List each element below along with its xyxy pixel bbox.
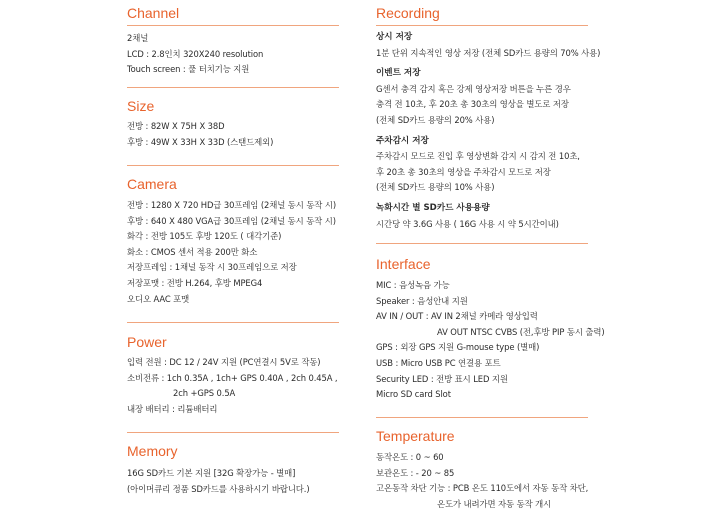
camera-bottom-rule [127,322,339,323]
left-column [127,0,342,524]
size-line: 전방 : 82W X 75H X 38D [127,121,225,131]
channel-line: 2채널 [127,33,149,43]
right-column [376,0,616,524]
temperature-line: 고온동작 차단 기능 : PCB 온도 110도에서 자동 동작 차단, [376,483,589,494]
channel-section [127,5,342,78]
recording-line: 1분 단위 지속적인 영상 저장 (전체 SD카드 용량의 70% 사용) [376,47,601,58]
recording-subheading: 상시 저장 [376,32,413,42]
power-title: Power [127,334,167,350]
interface-line: Micro SD card Slot [376,389,451,400]
recording-line: 시간당 약 3.6G 사용 ( 16G 사용 시 약 5시간이내) [376,218,559,229]
temperature-line: 보관온도 : - 20 ~ 85 [376,467,455,478]
size-title: Size [127,98,155,114]
channel-line: LCD : 2.8인치 320X240 resolution [127,48,264,59]
size-line: 후방 : 49W X 33H X 33D (스탠드제외) [127,136,274,147]
interface-bottom-rule [376,417,588,418]
power-line: 소비전류 : 1ch 0.35A , 1ch+ GPS 0.40A , 2ch 0.45A , [127,372,338,383]
power-line: 2ch +GPS 0.5A [173,388,236,399]
channel-line: Touch screen : 풀 터치기능 지원 [127,64,250,75]
recording-title: Recording [376,5,440,21]
memory-title: Memory [127,443,178,459]
recording-title-rule [376,25,588,26]
recording-block [376,201,616,232]
power-line: 내장 배터리 : 리튬배터리 [127,403,218,414]
channel-title-rule [127,25,339,26]
interface-line: USB : Micro USB PC 연결용 포트 [376,357,501,368]
recording-bottom-rule [376,243,588,244]
interface-section [376,256,616,403]
recording-line: (전체 SD카드 용량의 10% 사용) [376,182,495,193]
power-bottom-rule [127,432,339,433]
recording-section [376,5,616,232]
power-line: 입력 전원 : DC 12 / 24V 지원 (PC연결시 5V로 작동) [127,357,321,367]
camera-line: 저장프레임 : 1채널 동작 시 30프레임으로 저장 [127,262,297,273]
recording-block [376,66,616,128]
camera-line: 화각 : 전방 105도 후방 120도 ( 대각기준) [127,231,282,242]
recording-subheading: 녹화시간 별 SD카드 사용용량 [376,202,490,213]
temperature-title: Temperature [376,428,455,444]
recording-subheading: 이벤트 저장 [376,68,421,79]
recording-line: G센서 충격 감지 혹은 강제 영상저장 버튼을 누른 경우 [376,83,571,94]
memory-section [127,443,342,497]
recording-line: (전체 SD카드 용량의 20% 사용) [376,114,495,125]
interface-line: AV OUT NTSC CVBS (전,후방 PIP 동시 출력) [437,326,605,337]
recording-block [376,30,616,61]
interface-title: Interface [376,256,431,272]
interface-line: Speaker : 음성안내 지원 [376,295,468,306]
interface-line: GPS : 외장 GPS 지원 G-mouse type (별매) [376,342,540,353]
recording-line: 충격 전 10초, 후 20초 총 30초의 영상을 별도로 저장 [376,99,569,110]
camera-section [127,176,342,307]
camera-line: 화소 : CMOS 센서 적용 200만 화소 [127,246,258,257]
camera-title: Camera [127,176,177,192]
temperature-line: 온도가 내려가면 자동 동작 개시 [437,498,552,509]
interface-line: MIC : 음성녹음 가능 [376,280,450,290]
size-section [127,98,342,150]
channel-bottom-rule [127,87,339,88]
channel-title: Channel [127,5,180,21]
interface-line: AV IN / OUT : AV IN 2채널 카메라 영상입력 [376,311,538,322]
memory-line: 16G SD카드 기본 지원 [32G 확장가능 - 별매] [127,468,296,478]
camera-line: 후방 : 640 X 480 VGA급 30프레임 (2채널 동시 동작 시) [127,215,336,226]
recording-line: 후 20초 총 30초의 영상을 주차감시 모드로 저장 [376,166,551,177]
memory-line: (아이머큐리 정품 SD카드를 사용하시기 바랍니다.) [127,483,310,494]
temperature-line: 동작온도 : 0 ~ 60 [376,452,444,462]
interface-line: Security LED : 전방 표시 LED 지원 [376,373,508,384]
recording-block [376,134,616,196]
size-bottom-rule [127,165,339,166]
temperature-section [376,428,616,512]
camera-line: 오디오 AAC 포맷 [127,293,190,304]
recording-line: 주차감시 모드로 진입 후 영상변화 감지 시 감지 전 10초, [376,151,580,162]
camera-line: 저장포맷 : 전방 H.264, 후방 MPEG4 [127,277,263,288]
power-section [127,334,342,417]
recording-subheading: 주차감시 저장 [376,135,429,146]
camera-line: 전방 : 1280 X 720 HD급 30프레임 (2채널 동시 동작 시) [127,200,337,210]
